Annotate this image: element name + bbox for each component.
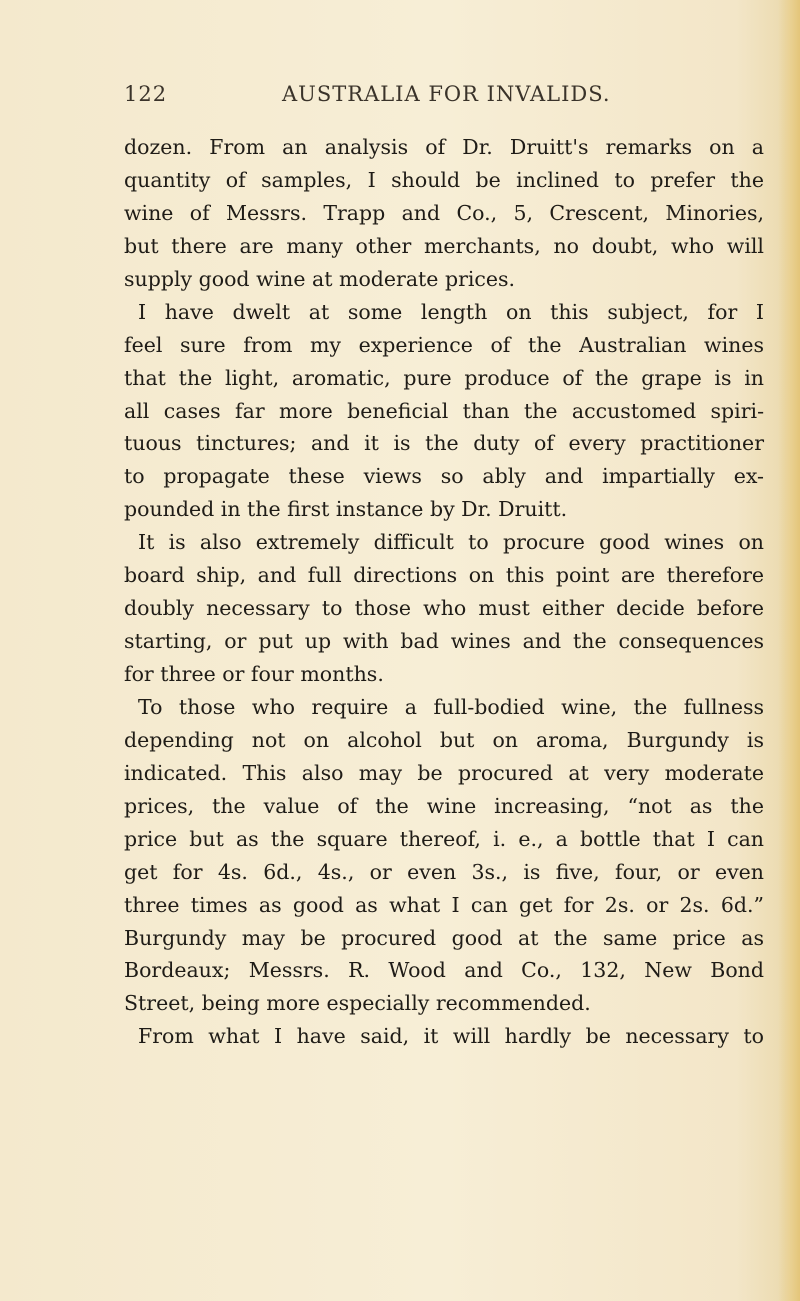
page-edge-shading	[778, 0, 800, 1301]
running-title: AUSTRALIA FOR INVALIDS.	[282, 82, 611, 106]
paragraph-start-line: It is also extremely difficult to procure good wines on	[138, 530, 764, 555]
text-line: doubly necessary to those who must either decide before	[124, 596, 764, 621]
page-header	[0, 82, 800, 118]
text-line: feel sure from my experience of the Australian wines	[124, 332, 764, 357]
paragraph-start-line: I have dwelt at some length on this subject, for I	[138, 299, 764, 324]
text-line: get for 4s. 6d., 4s., or even 3s., is five, four, or even	[124, 859, 764, 884]
text-line: Street, being more especially recommended.	[124, 991, 591, 1016]
text-line: quantity of samples, I should be inclined to prefer the	[124, 167, 764, 192]
text-line: to propagate these views so ably and impartially ex-	[124, 464, 764, 489]
text-line: Burgundy may be procured good at the same price as	[124, 925, 764, 950]
text-line: pounded in the first instance by Dr. Druitt.	[124, 497, 568, 522]
text-line: that the light, aromatic, pure produce of the grape is in	[124, 365, 764, 390]
text-line: price but as the square thereof, i. e., a bottle that I can	[124, 826, 764, 851]
text-line: Bordeaux; Messrs. R. Wood and Co., 132, New Bond	[124, 958, 764, 983]
text-line: indicated. This also may be procured at very moderate	[124, 760, 764, 785]
text-line: board ship, and full directions on this point are therefore	[124, 563, 764, 588]
text-line: for three or four months.	[124, 662, 384, 686]
text-line: tuous tinctures; and it is the duty of every practitioner	[124, 431, 764, 456]
text-line: all cases far more beneficial than the accustomed spiri-	[124, 398, 764, 423]
body-text	[124, 131, 764, 1053]
text-line: starting, or put up with bad wines and the consequences	[124, 629, 764, 654]
text-line: dozen. From an analysis of Dr. Druitt's remarks on a	[124, 135, 764, 159]
text-line: depending not on alcohol but on aroma, Burgundy is	[124, 727, 764, 752]
text-line: supply good wine at moderate prices.	[124, 266, 516, 291]
text-line: three times as good as what I can get for 2s. or 2s. 6d.”	[124, 892, 764, 917]
paragraph-start-line: From what I have said, it will hardly be necessary to	[138, 1024, 764, 1049]
text-line: prices, the value of the wine increasing, “not as the	[124, 793, 764, 818]
page-number: 122	[124, 82, 168, 106]
text-line: wine of Messrs. Trapp and Co., 5, Crescent, Minories,	[124, 200, 764, 225]
paragraph-start-line: To those who require a full-bodied wine, the fullness	[138, 694, 764, 719]
text-line: but there are many other merchants, no doubt, who will	[124, 233, 764, 258]
